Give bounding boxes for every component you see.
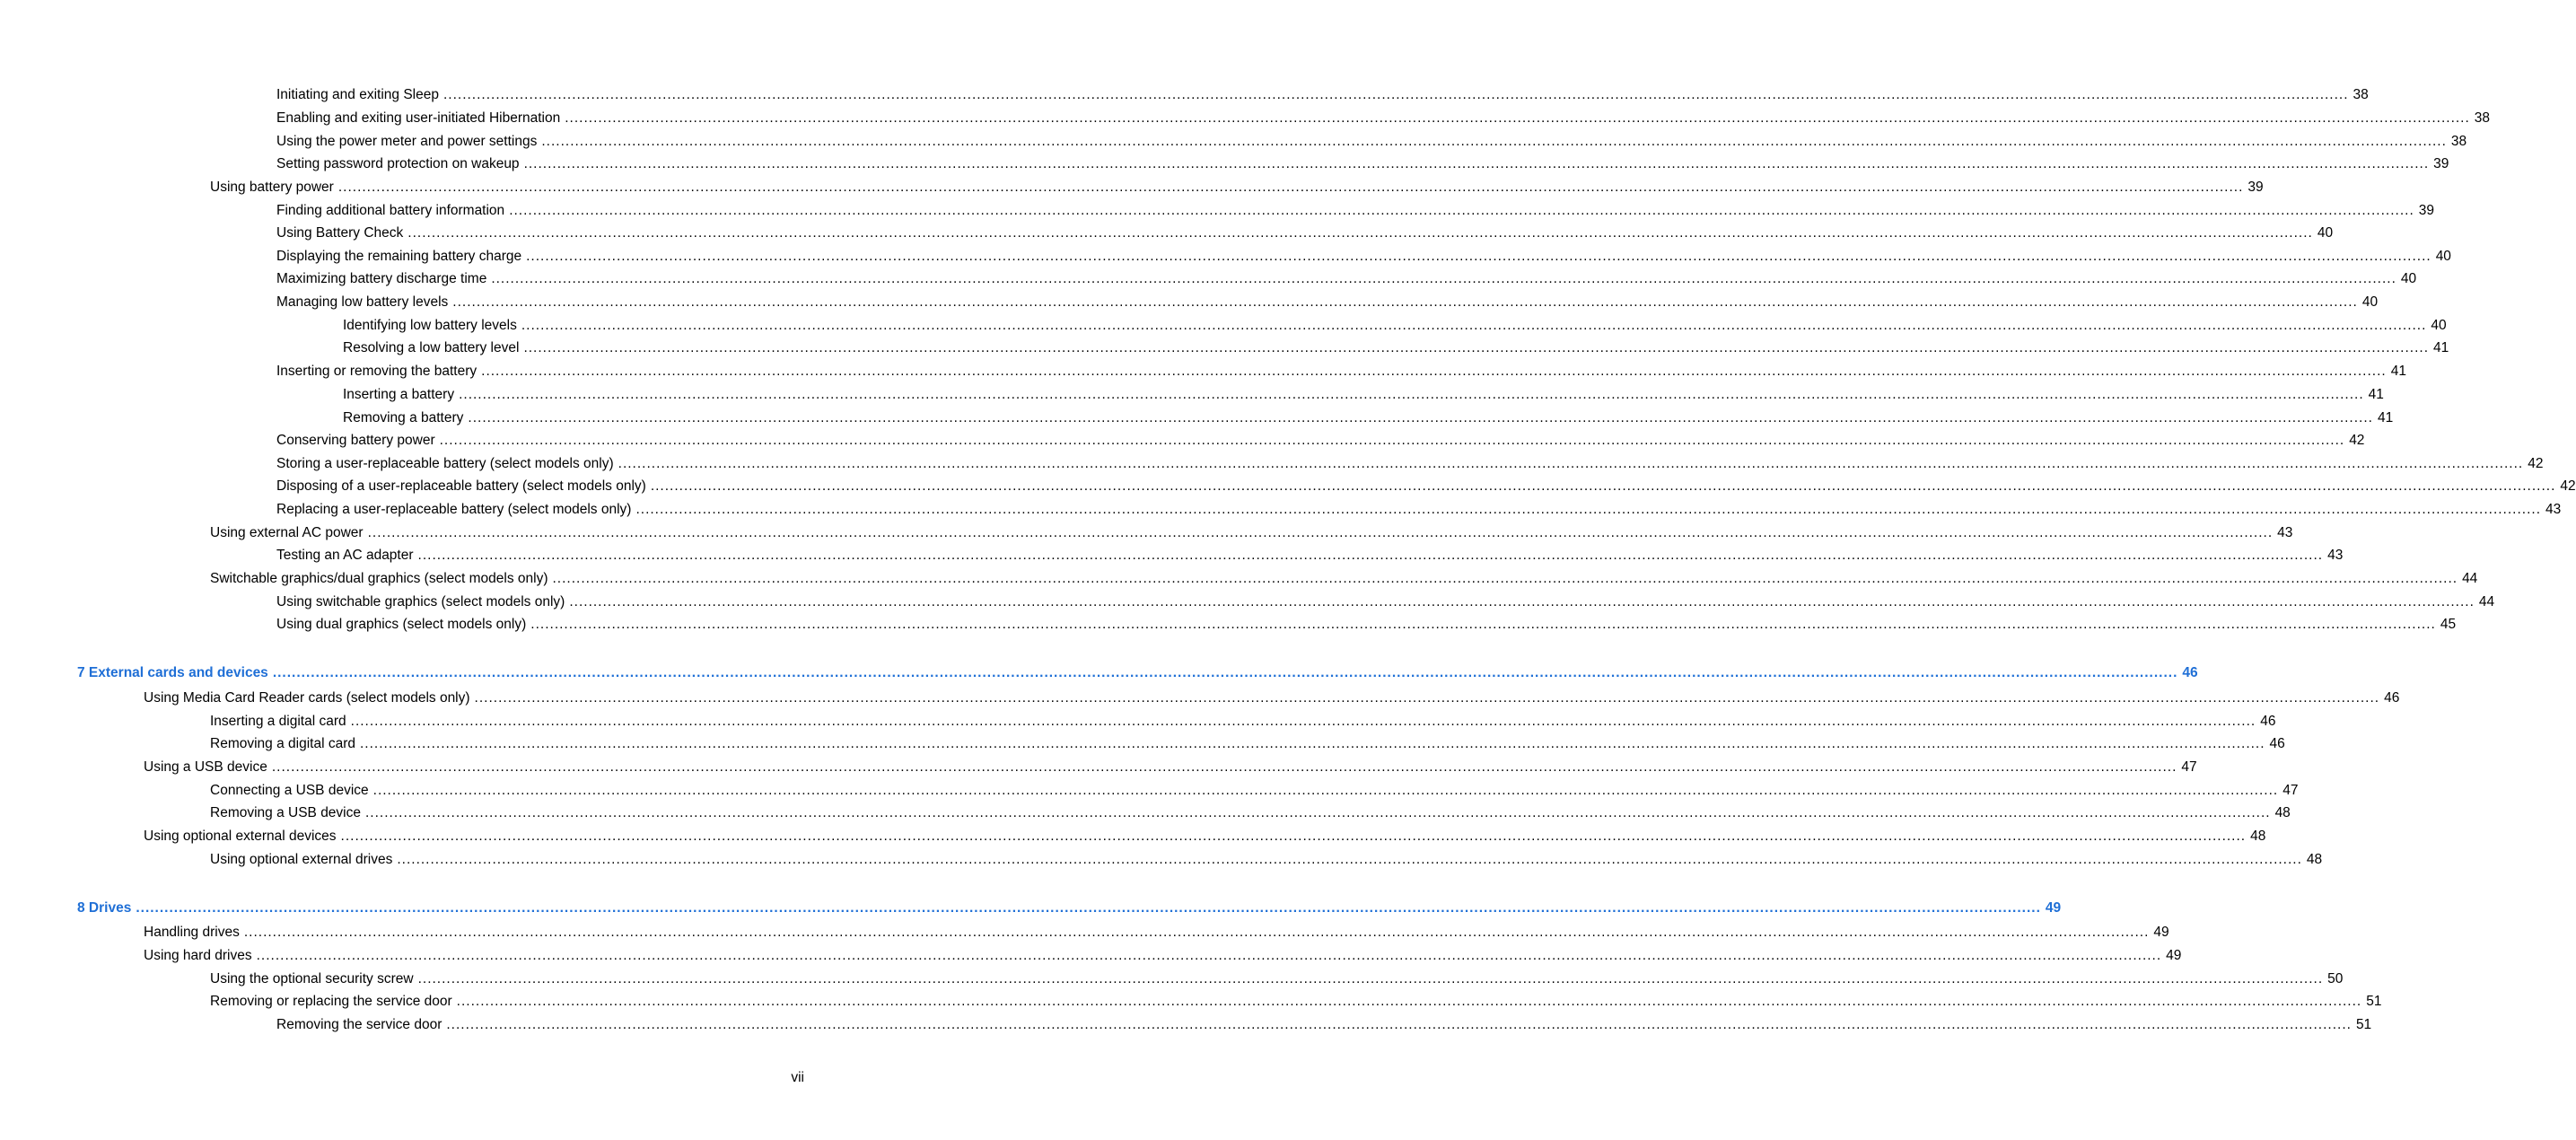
toc-entry-page: 43 [2327,548,2344,563]
dot-leader: ................................................................................................................................................................................................................................................................................................................................................................................................................ [256,948,2162,963]
toc-entry[interactable] [276,154,2449,174]
toc-entry-page: 50 [2327,971,2344,987]
toc-entry-page: 44 [2478,594,2495,609]
toc-entry-title: Using Battery Check [276,225,404,241]
dot-leader: ................................................................................................................................................................................................................................................................................................................................................................................................................ [474,690,2380,706]
toc-entry[interactable] [276,201,2434,221]
toc-entry-page: 43 [2545,502,2562,517]
dot-leader: ................................................................................................................................................................................................................................................................................................................................................................................................................ [618,456,2524,471]
toc-chapter-entry[interactable] [77,663,2198,683]
toc-entry[interactable] [210,569,2478,589]
toc-entry-title: Inserting a digital card [210,714,346,729]
toc-entry-page: 38 [2450,134,2467,149]
toc-entry-title: Using switchable graphics (select models only) [276,594,565,609]
toc-entry[interactable] [210,803,2291,823]
toc-entry-page: 51 [2355,1017,2372,1032]
dot-leader: ................................................................................................................................................................................................................................................................................................................................................................................................................ [650,478,2556,494]
toc-entry-title: Inserting or removing the battery [276,364,478,379]
toc-entry[interactable] [210,178,2264,197]
toc-entry[interactable] [210,712,2276,732]
dot-leader: ................................................................................................................................................................................................................................................................................................................................................................................................................ [442,87,2349,102]
toc-entry-title: Using optional external drives [210,852,393,867]
toc-entry-title: Removing or replacing the service door [210,994,452,1009]
dot-leader: ................................................................................................................................................................................................................................................................................................................................................................................................................ [569,594,2475,609]
toc-entry-title: Using the power meter and power settings [276,134,538,149]
dot-leader: ................................................................................................................................................................................................................................................................................................................................................................................................................ [136,900,2041,916]
toc-entry[interactable] [210,523,2293,543]
toc-entry-page: 41 [2433,340,2449,355]
toc-entry-title: 8 Drives [77,900,132,916]
toc-entry-title: Resolving a low battery level [343,340,520,355]
toc-entry-page: 46 [2269,736,2285,751]
toc-entry-page: 42 [2528,456,2544,471]
toc-entry-title: Conserving battery power [276,433,435,448]
toc-entry-title: Using Media Card Reader cards (select models only) [144,690,470,706]
toc-entry-page: 47 [2181,759,2197,775]
dot-leader: ................................................................................................................................................................................................................................................................................................................................................................................................................ [350,714,2256,729]
toc-entry-title: Finding additional battery information [276,203,505,218]
toc-entry-title: Connecting a USB device [210,783,369,798]
dot-leader: ................................................................................................................................................................................................................................................................................................................................................................................................................ [491,271,2396,286]
toc-entry-title: Removing the service door [276,1017,442,1032]
dot-leader: ................................................................................................................................................................................................................................................................................................................................................................................................................ [468,410,2373,425]
toc-entry-page: 48 [2306,852,2323,867]
toc-entry-page: 49 [2045,900,2062,916]
toc-entry[interactable] [276,454,2544,474]
toc-entry[interactable] [276,500,2562,520]
toc-entry-page: 40 [2361,294,2379,310]
toc-entry[interactable] [210,850,2323,870]
toc-entry-page: 39 [2433,156,2449,171]
toc-chapter-entry[interactable] [77,899,2062,918]
toc-entry[interactable] [276,592,2495,612]
toc-entry[interactable] [144,923,2169,943]
dot-leader: ................................................................................................................................................................................................................................................................................................................................................................................................................ [523,156,2430,171]
dot-leader: ................................................................................................................................................................................................................................................................................................................................................................................................................ [481,364,2387,379]
toc-entry-title: Using the optional security screw [210,971,414,987]
toc-entry[interactable] [276,109,2491,128]
toc-entry[interactable] [144,758,2197,777]
toc-entry[interactable] [144,946,2182,966]
dot-leader: ................................................................................................................................................................................................................................................................................................................................................................................................................ [337,180,2244,195]
toc-entry-title: Enabling and exiting user-initiated Hibernation [276,110,561,126]
toc-entry[interactable] [276,615,2457,635]
toc-entry[interactable] [210,781,2299,801]
dot-leader: ................................................................................................................................................................................................................................................................................................................................................................................................................ [530,617,2436,632]
toc-entry-page: 40 [2317,225,2334,241]
toc-entry-page: 38 [2474,110,2491,126]
toc-entry-title: Using battery power [210,180,334,195]
toc-entry-title: 7 External cards and devices [77,665,268,680]
dot-leader: ................................................................................................................................................................................................................................................................................................................................................................................................................ [452,294,2358,310]
toc-entry-title: Maximizing battery discharge time [276,271,487,286]
toc-entry[interactable] [276,362,2406,381]
toc-entry-title: Handling drives [144,925,240,940]
toc-entry-page: 40 [2400,271,2417,286]
toc-entry-page: 45 [2440,617,2457,632]
toc-entry[interactable] [210,969,2344,989]
dot-leader: ................................................................................................................................................................................................................................................................................................................................................................................................................ [359,736,2265,751]
toc-entry-title: Using a USB device [144,759,267,775]
dot-leader: ................................................................................................................................................................................................................................................................................................................................................................................................................ [417,971,2324,987]
dot-leader: ................................................................................................................................................................................................................................................................................................................................................................................................................ [365,805,2271,820]
toc-entry-title: Using optional external devices [144,829,337,844]
dot-leader: ................................................................................................................................................................................................................................................................................................................................................................................................................ [272,665,2178,680]
toc-entry-title: Removing a battery [343,410,464,425]
toc-entry[interactable] [276,477,2576,496]
toc-entry[interactable] [276,247,2451,267]
toc-entry-title: Setting password protection on wakeup [276,156,520,171]
dot-leader: ................................................................................................................................................................................................................................................................................................................................................................................................................ [397,852,2302,867]
toc-entry-page: 40 [2435,249,2451,264]
toc-entry[interactable] [343,316,2447,336]
toc-entry-title: Displaying the remaining battery charge [276,249,522,264]
toc-entry-page: 46 [2384,690,2400,706]
toc-entry[interactable] [276,85,2369,105]
toc-entry-page: 41 [2390,364,2406,379]
toc-entry-title: Initiating and exiting Sleep [276,87,439,102]
toc-entry-page: 49 [2153,925,2169,940]
dot-leader: ................................................................................................................................................................................................................................................................................................................................................................................................................ [417,548,2324,563]
toc-entry-page: 44 [2462,571,2478,586]
dot-leader: ................................................................................................................................................................................................................................................................................................................................................................................................................ [340,829,2247,844]
toc-entry[interactable] [276,293,2379,312]
toc-entry[interactable] [276,1015,2372,1035]
dot-leader: ................................................................................................................................................................................................................................................................................................................................................................................................................ [439,433,2345,448]
toc-entry-title: Identifying low battery levels [343,318,517,333]
toc-entry[interactable] [210,734,2285,754]
dot-leader: ................................................................................................................................................................................................................................................................................................................................................................................................................ [523,340,2429,355]
dot-leader: ................................................................................................................................................................................................................................................................................................................................................................................................................ [565,110,2470,126]
toc-entry-title: Managing low battery levels [276,294,449,310]
toc-entry-title: Inserting a battery [343,387,455,402]
toc-entry-title: Using dual graphics (select models only) [276,617,527,632]
toc-entry-title: Disposing of a user-replaceable battery (select models only) [276,478,646,494]
toc-entry[interactable] [343,385,2384,405]
toc-entry-page: 42 [2560,478,2576,494]
toc-entry[interactable] [276,132,2467,152]
toc-entry-title: Storing a user-replaceable battery (select models only) [276,456,614,471]
toc-entry[interactable] [276,431,2365,451]
toc-entry[interactable] [144,688,2400,708]
toc-entry[interactable] [144,827,2266,846]
toc-entry-title: Using hard drives [144,948,252,963]
dot-leader: ................................................................................................................................................................................................................................................................................................................................................................................................................ [521,318,2427,333]
toc-entry[interactable] [343,338,2449,358]
dot-leader: ................................................................................................................................................................................................................................................................................................................................................................................................................ [459,387,2364,402]
dot-leader: ................................................................................................................................................................................................................................................................................................................................................................................................................ [407,225,2313,241]
toc-entry[interactable] [276,224,2334,243]
dot-leader: ................................................................................................................................................................................................................................................................................................................................................................................................................ [367,525,2274,540]
toc-entry[interactable] [343,408,2394,428]
toc-entry-title: Testing an AC adapter [276,548,414,563]
dot-leader: ................................................................................................................................................................................................................................................................................................................................................................................................................ [526,249,2431,264]
toc-entry-page: 40 [2431,318,2447,333]
toc-entry-page: 39 [2418,203,2434,218]
dot-leader: ................................................................................................................................................................................................................................................................................................................................................................................................................ [243,925,2150,940]
toc-entry-page: 39 [2247,180,2264,195]
toc-entry[interactable] [276,269,2417,289]
toc-entry-page: 51 [2366,994,2382,1009]
toc-entry-page: 43 [2277,525,2293,540]
dot-leader: ................................................................................................................................................................................................................................................................................................................................................................................................................ [456,994,2362,1009]
dot-leader: ................................................................................................................................................................................................................................................................................................................................................................................................................ [635,502,2542,517]
dot-leader: ................................................................................................................................................................................................................................................................................................................................................................................................................ [509,203,2414,218]
toc-entry-title: Replacing a user-replaceable battery (select models only) [276,502,632,517]
toc-entry-page: 46 [2260,714,2276,729]
dot-leader: ................................................................................................................................................................................................................................................................................................................................................................................................................ [541,134,2447,149]
dot-leader: ................................................................................................................................................................................................................................................................................................................................................................................................................ [372,783,2279,798]
dot-leader: ................................................................................................................................................................................................................................................................................................................................................................................................................ [552,571,2458,586]
toc-entry-title: Switchable graphics/dual graphics (select models only) [210,571,548,586]
dot-leader: ................................................................................................................................................................................................................................................................................................................................................................................................................ [446,1017,2352,1032]
toc-entry-title: Using external AC power [210,525,364,540]
toc-entry-page: 38 [2353,87,2369,102]
toc-entry-page: 46 [2182,665,2198,680]
dot-leader: ................................................................................................................................................................................................................................................................................................................................................................................................................ [271,759,2177,775]
toc-entry-page: 48 [2274,805,2291,820]
toc-entry-page: 47 [2282,783,2299,798]
toc-entry-title: Removing a USB device [210,805,361,820]
toc-entry-page: 41 [2368,387,2384,402]
toc-entry-page: 48 [2250,829,2266,844]
toc-entry[interactable] [276,546,2344,566]
toc-entry-page: 49 [2166,948,2182,963]
toc-entry[interactable] [210,992,2382,1012]
toc-entry-page: 42 [2349,433,2365,448]
toc-entry-title: Removing a digital card [210,736,355,751]
toc-entry-page: 41 [2377,410,2394,425]
page-number: vii [791,1070,804,1085]
